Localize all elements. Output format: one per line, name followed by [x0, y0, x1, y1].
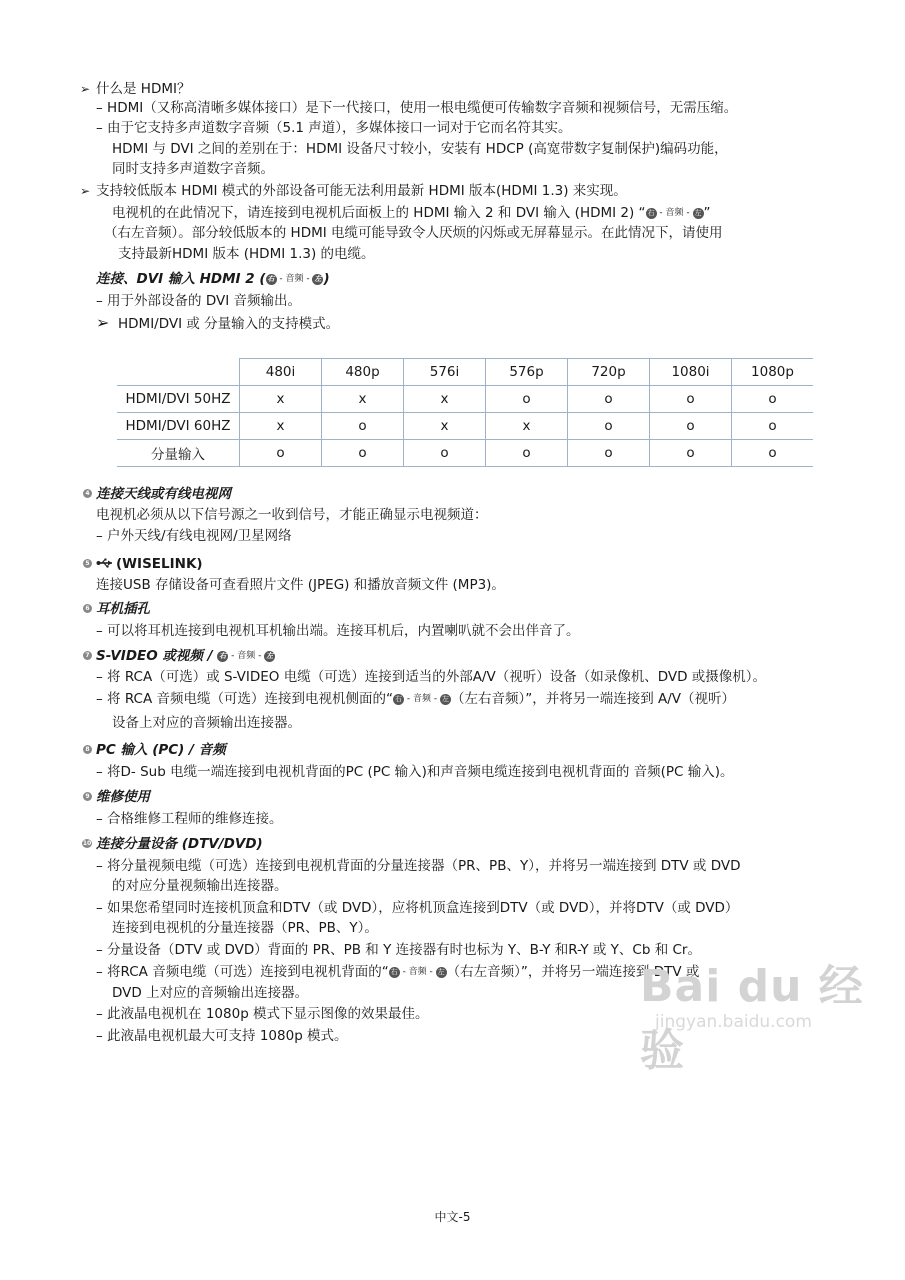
item-number-badge: 8	[83, 745, 92, 754]
left-audio-icon: 左	[266, 651, 274, 660]
table-cell: o	[568, 440, 650, 467]
text-line: 支持最新HDMI 版本 (HDMI 1.3) 的电缆。	[118, 246, 375, 262]
table-cell: 1080i	[650, 359, 732, 386]
table-cell: o	[240, 440, 322, 467]
table-cell: o	[650, 386, 732, 413]
text-line: – 由于它支持多声道数字音频（5.1 声道），多媒体接口一词对于它而名符其实。	[96, 120, 572, 136]
table-cell: o	[732, 413, 814, 440]
item-number-badge: 4	[83, 489, 92, 498]
item-heading: S-VIDEO 或视频 / 右 - 音频 - 左	[96, 648, 274, 664]
item-number-badge: 9	[83, 792, 92, 801]
table-cell	[117, 359, 240, 386]
right-audio-icon: 右	[267, 274, 275, 283]
text-line: – 可以将耳机连接到电视机耳机输出端。连接耳机后，内置喇叭就不会出伴音了。	[96, 623, 580, 639]
text-line: 电视机必须从以下信号源之一收到信号，才能正确显示电视频道：	[96, 507, 488, 523]
left-audio-icon: 左	[694, 208, 702, 217]
arrow-icon: ➢	[80, 184, 91, 198]
right-audio-icon: 右	[219, 651, 227, 660]
item-heading: 连接分量设备 (DTV/DVD)	[96, 836, 263, 852]
item-heading: 维修使用	[96, 789, 150, 805]
text-line: 电视机的在此情况下，请连接到电视机后面板上的 HDMI 输入 2 和 DVI 输入 (HDMI 2) “ 右 - 音频 - 左 ”	[112, 205, 711, 221]
table-cell: x	[240, 386, 322, 413]
item-number-badge: 7	[83, 651, 92, 660]
table-cell: 480i	[240, 359, 322, 386]
table-cell: HDMI/DVI 50HZ	[117, 386, 240, 413]
table-cell: o	[322, 413, 404, 440]
text-line: （右左音频）。部分较低版本的 HDMI 电缆可能导致令人厌烦的闪烁或无屏幕显示。在此情况下，请使用	[104, 225, 723, 241]
left-audio-icon: 左	[437, 967, 445, 976]
text-line: – 合格维修工程师的维修连接。	[96, 811, 283, 827]
usb-icon	[96, 555, 116, 573]
table-row	[117, 413, 813, 440]
text-line: – 将 RCA 音频电缆（可选）连接到电视机侧面的“ 右 - 音频 - 左 （左右音频）”，并将另一端连接到 A/V（视听）	[96, 691, 736, 707]
left-audio-icon: 左	[441, 694, 449, 703]
table-cell: o	[322, 440, 404, 467]
item-number-badge: 6	[83, 604, 92, 613]
text-line: 连接到电视机的分量连接器（PR、PB、Y）。	[112, 920, 378, 936]
left-audio-icon: 左	[314, 274, 322, 283]
text-line: – 分量设备（DTV 或 DVD）背面的 PR、PB 和 Y 连接器有时也标为 Y、B-Y 和R-Y 或 Y、Cb 和 Cr。	[96, 942, 701, 958]
page-number: 中文-5	[434, 1210, 471, 1224]
table-cell: x	[404, 413, 486, 440]
section-hdmi-version-title: ➢ 支持较低版本 HDMI 模式的外部设备可能无法利用最新 HDMI 版本(HDMI 1.3) 来实现。	[80, 183, 627, 199]
item-heading: 耳机插孔	[96, 601, 150, 617]
table-cell: o	[568, 386, 650, 413]
table-cell: x	[322, 386, 404, 413]
text-line: – 将RCA 音频电缆（可选）连接到电视机背面的“ 右 - 音频 - 左 （右左音频）”，并将另一端连接到 DTV 或	[96, 964, 700, 980]
text-line: DVD 上对应的音频输出连接器。	[112, 985, 309, 1001]
baidu-watermark	[640, 950, 905, 1078]
dvi-input-heading: 连接、DVI 输入 HDMI 2 ( 右 - 音频 - 左 )	[96, 271, 330, 287]
table-row	[117, 440, 813, 467]
item-heading: (WISELINK)	[96, 555, 203, 573]
text-line: – 此液晶电视机最大可支持 1080p 模式。	[96, 1028, 348, 1044]
section-what-is-hdmi-title: ➢ 什么是 HDMI？	[80, 81, 191, 97]
table-cell: HDMI/DVI 60HZ	[117, 413, 240, 440]
table-cell: o	[650, 413, 732, 440]
table-cell: x	[240, 413, 322, 440]
watermark-url: jingyan.baidu.com	[655, 1012, 812, 1032]
text-line: HDMI 与 DVI 之间的差别在于：HDMI 设备尺寸较小，安装有 HDCP (高宽带数字复制保护)编码功能，	[112, 141, 728, 157]
table-cell: 720p	[568, 359, 650, 386]
right-audio-icon: 右	[395, 694, 402, 703]
text-line: – 将 RCA（可选）或 S-VIDEO 电缆（可选）连接到适当的外部A/V（视听）设备（如录像机、DVD 或摄像机）。	[96, 669, 767, 685]
supported-modes-note: ➢ HDMI/DVI 或 分量输入的支持模式。	[96, 313, 340, 332]
text-line: 的对应分量视频输出连接器。	[112, 878, 288, 894]
table-cell: o	[486, 386, 568, 413]
table-cell: o	[486, 440, 568, 467]
arrow-icon: ➢	[80, 82, 91, 96]
text-line: – 将D- Sub 电缆一端连接到电视机背面的PC (PC 输入)和声音频电缆连接到电视机背面的 音频(PC 输入)。	[96, 764, 734, 780]
item-heading: PC 输入 (PC) / 音频	[96, 742, 226, 758]
table-row	[117, 386, 813, 413]
right-audio-icon: 右	[390, 967, 398, 976]
watermark-brand: Bai du 经验	[640, 961, 864, 1076]
item-number-badge: 10	[82, 840, 92, 847]
right-audio-icon: 右	[647, 208, 655, 217]
item-number-badge: 5	[83, 559, 92, 568]
text-line: 同时支持多声道数字音频。	[112, 161, 274, 177]
text-line: – 用于外部设备的 DVI 音频输出。	[96, 293, 301, 309]
text-line: – 此液晶电视机在 1080p 模式下显示图像的效果最佳。	[96, 1006, 429, 1022]
table-cell: 576p	[486, 359, 568, 386]
table-cell: 576i	[404, 359, 486, 386]
table-cell: 480p	[322, 359, 404, 386]
table-cell: o	[568, 413, 650, 440]
arrow-icon: ➢	[96, 313, 110, 332]
table-cell: o	[650, 440, 732, 467]
text-line: – 户外天线/有线电视网/卫星网络	[96, 528, 292, 544]
text-line: – 将分量视频电缆（可选）连接到电视机背面的分量连接器（PR、PB、Y），并将另一端连接到 DTV 或 DVD	[96, 858, 741, 874]
table-cell: 1080p	[732, 359, 814, 386]
table-cell: x	[404, 386, 486, 413]
table-cell: o	[404, 440, 486, 467]
table-cell: x	[486, 413, 568, 440]
table-cell: o	[732, 440, 814, 467]
text-line: – 如果您希望同时连接机顶盒和DTV（或 DVD），应将机顶盒连接到DTV（或 DVD），并将DTV（或 DVD）	[96, 900, 739, 916]
text-line: – HDMI（又称高清晰多媒体接口）是下一代接口，使用一根电缆便可传输数字音频和视频信号，无需压缩。	[96, 100, 738, 116]
table-cell: o	[732, 386, 814, 413]
table-cell: 分量输入	[117, 440, 240, 467]
text-line: 设备上对应的音频输出连接器。	[112, 715, 301, 731]
supported-modes-table	[117, 358, 813, 467]
item-heading: 连接天线或有线电视网	[96, 486, 231, 502]
table-header-row	[117, 359, 813, 386]
text-line: 连接USB 存储设备可查看照片文件 (JPEG) 和播放音频文件 (MP3)。	[96, 577, 505, 593]
